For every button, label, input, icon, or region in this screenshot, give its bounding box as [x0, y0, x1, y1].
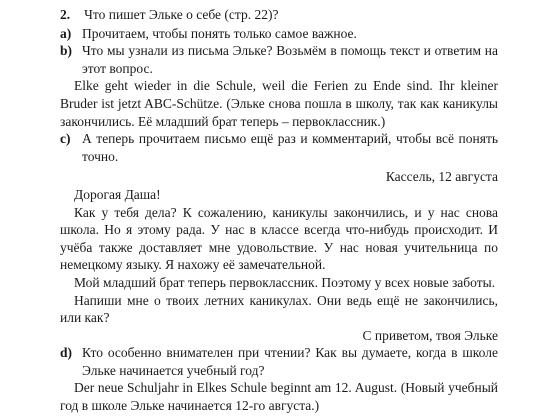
item-a	[60, 25, 498, 43]
item-d	[60, 344, 498, 379]
letter-place-date: Кассель, 12 августа	[385, 169, 498, 185]
letter-closing: С приветом, твоя Эльке	[362, 327, 498, 343]
letter-paragraph: Напиши мне о твоих летних каникулах. Они ведь ещё не закончились, или как?	[60, 292, 498, 326]
task-number: 2.	[60, 7, 71, 22]
item-c-text: А теперь прочитаем письмо ещё раз и комментарий, чтобы всё понять точно.	[82, 131, 498, 164]
item-b-mark: b)	[60, 43, 73, 59]
item-c-mark: c)	[60, 131, 71, 147]
letter-paragraph: Как у тебя дела? К сожалению, каникулы закончились, и у нас снова школа. Но я этому рада. У нас в классе всегда что-нибудь происходит. И учёба также доставляет мне удовольствие. У нас новая учительница по немецкому языку. Я нахожу её замечательной.	[60, 204, 498, 273]
letter-greeting: Дорогая Даша!	[74, 186, 161, 202]
item-a-mark: a)	[60, 25, 72, 41]
textbook-page	[60, 6, 498, 415]
item-a-text: Прочитаем, чтобы понять только самое важное.	[82, 25, 357, 41]
item-b	[60, 42, 498, 77]
item-d-answer: Der neue Schuljahr in Elkes Schule beginnt am 12. August. (Новый учебный год в школе Эльке начинается 12-го августа.)	[60, 380, 498, 414]
item-b-answer: Elke geht wieder in die Schule, weil die Ferien zu Ende sind. Ihr kleiner Bruder ist jetzt ABC-Schütze. (Эльке снова пошла в школу, так как каникулы закончились. Её младший брат теперь – первоклассник.)	[60, 78, 498, 129]
task-heading	[60, 6, 498, 24]
item-c	[60, 130, 498, 165]
task-question: Что пишет Эльке о себе (стр. 22)?	[84, 7, 279, 22]
letter-paragraph: Мой младший брат теперь первоклассник. Поэтому у всех новые заботы.	[74, 274, 496, 290]
item-d-mark: d)	[60, 345, 73, 361]
item-d-text: Кто особенно внимателен при чтении? Как вы думаете, когда в школе Эльке начинается учебный год?	[82, 345, 498, 378]
item-b-text: Что мы узнали из письма Эльке? Возьмём в помощь текст и ответим на этот вопрос.	[82, 43, 498, 76]
